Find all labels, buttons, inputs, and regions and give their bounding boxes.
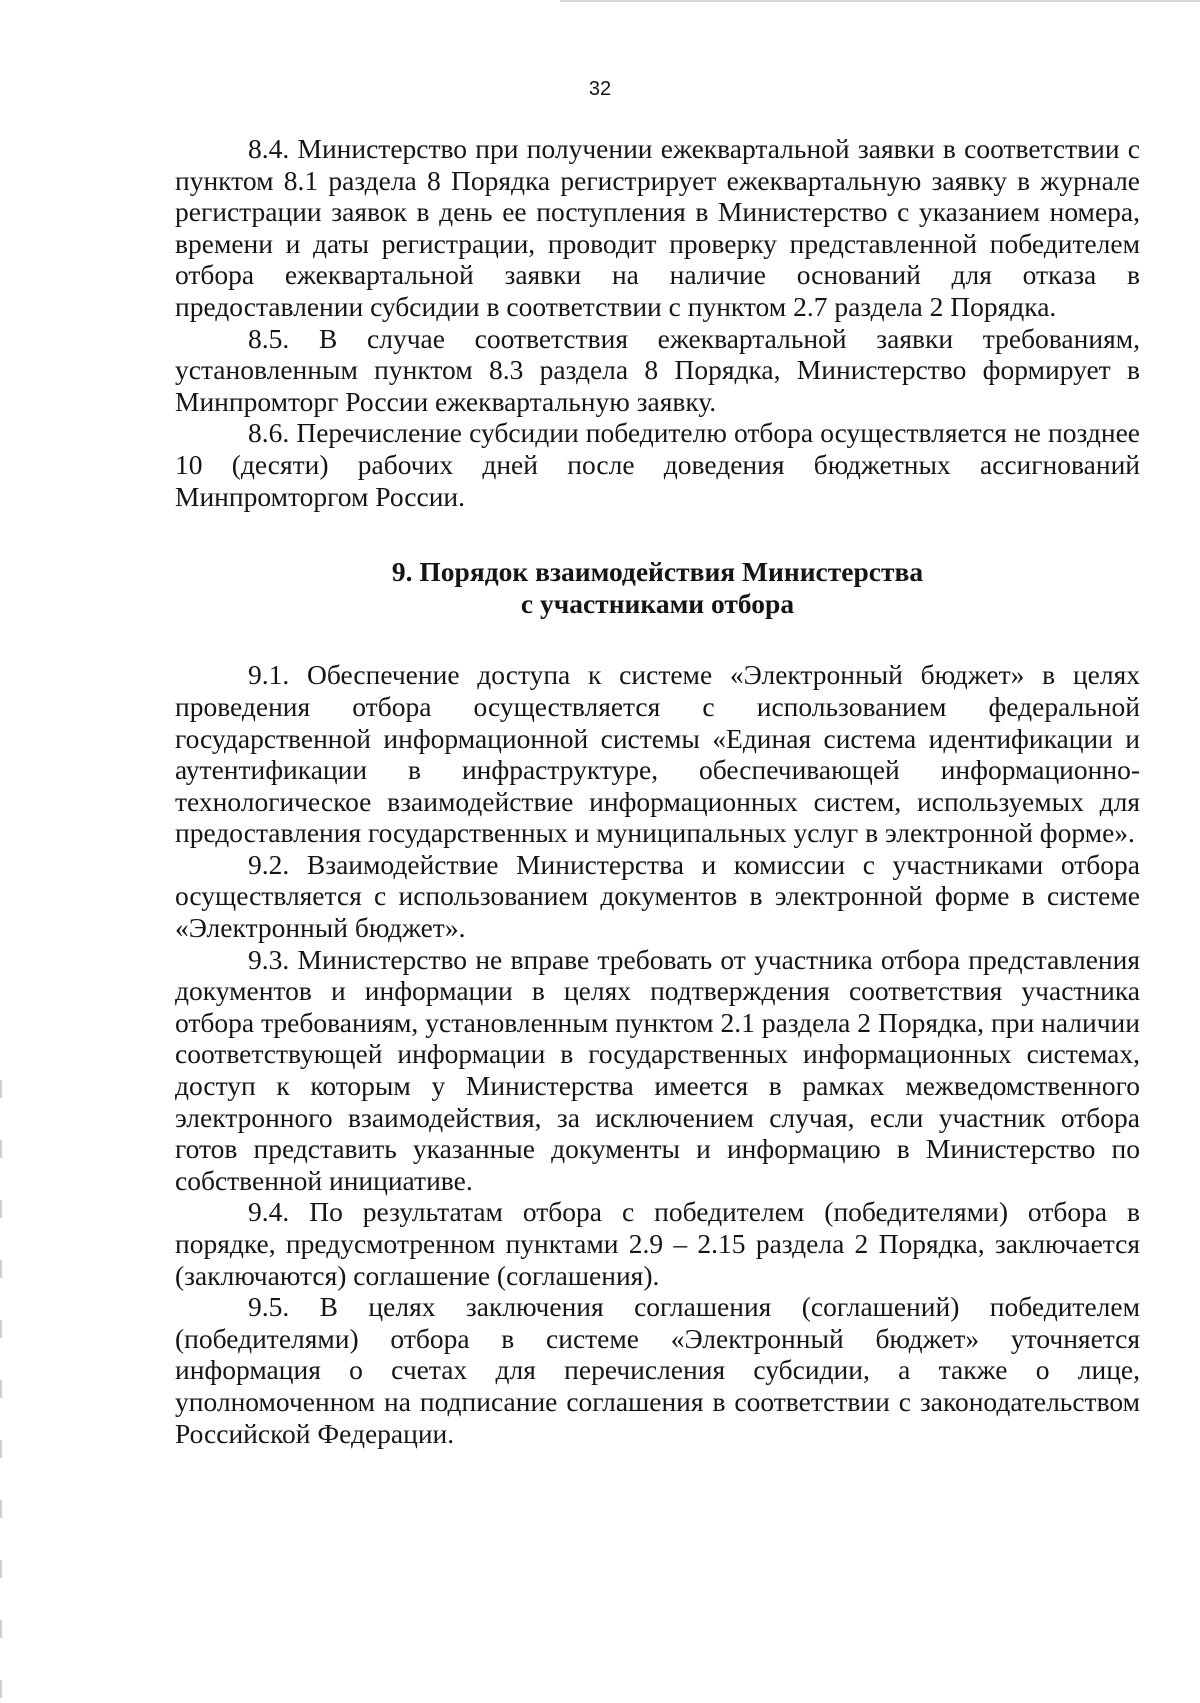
section-heading-line-1: 9. Порядок взаимодействия Министерства bbox=[391, 556, 924, 588]
paragraph-9-3: 9.3. Министерство не вправе требовать от участника отбора представления документов и информации в целях подтверждения соответствия участника отбора требованиям, установленным пунктом 2.1 раздела 2 Порядка, при наличии соответствующей информации в государственных информационных системах, доступ к которым у Министерства имеется в рамках межведомственного электронного взаимодействия, за исключением случая, если участник отбора готов представить указанные документы и информацию в Министерство по собственной инициативе. bbox=[175, 943, 1140, 1196]
page-number: 32 bbox=[588, 78, 612, 100]
paragraph-8-4: 8.4. Министерство при получении ежеквартальной заявки в соответствии с пунктом 8.1 раздела 8 Порядка регистрирует ежеквартальную заявку в журнале регистрации заявок в день ее поступления в Министерство с указанием номера, времени и даты регистрации, проводит проверку представленной победителем отбора ежеквартальной заявки на наличие оснований для отказа в предоставлении субсидии в соответствии с пунктом 2.7 раздела 2 Порядка. bbox=[175, 133, 1140, 322]
scan-artifact-top-line bbox=[560, 0, 1200, 2]
paragraph-9-4: 9.4. По результатам отбора с победителем (победителями) отбора в порядке, предусмотренном пунктами 2.9 – 2.15 раздела 2 Порядка, заключается (заключаются) соглашение (соглашения). bbox=[175, 1196, 1140, 1291]
section-heading-line-2: с участниками отбора bbox=[520, 587, 795, 619]
paragraph-8-5: 8.5. В случае соответствия ежеквартальной заявки требованиям, установленным пунктом 8.3 раздела 8 Порядка, Министерство формирует в Минпромторг России ежеквартальную заявку. bbox=[175, 322, 1140, 417]
section-heading bbox=[175, 556, 1140, 619]
document-body bbox=[175, 133, 1140, 1449]
scan-artifact-left-edge bbox=[0, 1080, 2, 1700]
paragraph-8-6: 8.6. Перечисление субсидии победителю отбора осуществляется не позднее 10 (десяти) рабочих дней после доведения бюджетных ассигнований Минпромторгом России. bbox=[175, 417, 1140, 512]
paragraph-9-5: 9.5. В целях заключения соглашения (соглашений) победителем (победителями) отбора в системе «Электронный бюджет» уточняется информация о счетах для перечисления субсидии, а также о лице, уполномоченном на подписание соглашения в соответствии с законодательством Российской Федерации. bbox=[175, 1291, 1140, 1449]
paragraph-9-1: 9.1. Обеспечение доступа к системе «Электронный бюджет» в целях проведения отбора осуществляется с использованием федеральной государственной информационной системы «Единая система идентификации и аутентификации в инфраструктуре, обеспечивающей информационно-технологическое взаимодействие информационных систем, используемых для предоставления государственных и муниципальных услуг в электронной форме». bbox=[175, 659, 1140, 849]
paragraph-9-2: 9.2. Взаимодействие Министерства и комиссии с участниками отбора осуществляется с использованием документов в электронной форме в системе «Электронный бюджет». bbox=[175, 848, 1140, 944]
